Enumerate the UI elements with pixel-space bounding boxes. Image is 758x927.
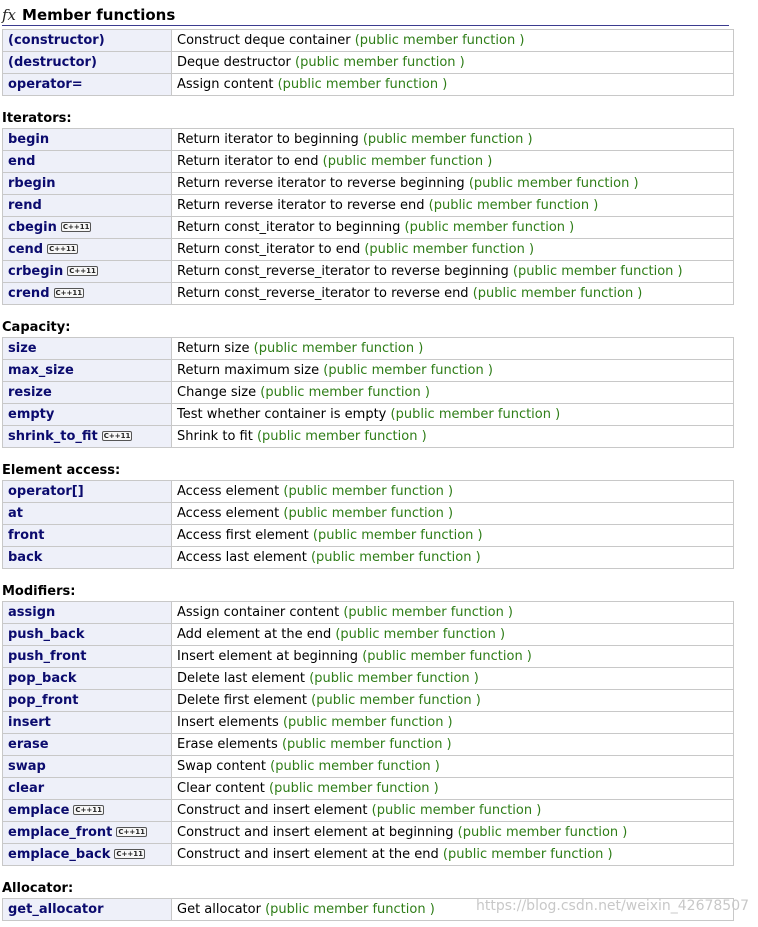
member-name-cell (3, 734, 172, 756)
cpp11-badge-icon: C++11 (62, 223, 90, 231)
member-kind: (public member function ) (335, 627, 506, 642)
member-name-cell (3, 822, 172, 844)
table-row (3, 525, 734, 547)
member-link[interactable]: size (8, 341, 37, 356)
member-description: Add element at the end (177, 627, 332, 642)
cpp11-badge-icon: C++11 (103, 432, 131, 440)
member-name-cell (3, 525, 172, 547)
member-description: Deque destructor (177, 55, 291, 70)
member-description-cell (172, 778, 734, 800)
member-name-cell (3, 74, 172, 96)
member-name-cell (3, 800, 172, 822)
member-kind: (public member function ) (283, 506, 454, 521)
member-kind: (public member function ) (512, 264, 683, 279)
table-row (3, 712, 734, 734)
table-row (3, 151, 734, 173)
member-name-cell (3, 283, 172, 305)
member-link[interactable]: crbegin (8, 264, 64, 279)
member-description-cell (172, 151, 734, 173)
member-name-cell (3, 899, 172, 921)
member-description-cell (172, 360, 734, 382)
member-link[interactable]: assign (8, 605, 56, 620)
table-row (3, 217, 734, 239)
member-name-cell (3, 360, 172, 382)
member-name-cell (3, 778, 172, 800)
member-functions-header (2, 4, 729, 26)
table-row (3, 547, 734, 569)
member-kind: (public member function ) (354, 33, 525, 48)
member-description: Return iterator to beginning (177, 132, 359, 147)
member-name-cell (3, 129, 172, 151)
member-link[interactable]: shrink_to_fit (8, 429, 98, 444)
table-row (3, 52, 734, 74)
table-iterators (2, 128, 734, 305)
member-description: Return iterator to end (177, 154, 319, 169)
member-kind: (public member function ) (265, 902, 435, 917)
member-description-cell (172, 525, 734, 547)
member-description: Return const_reverse_iterator to reverse beginning (177, 264, 509, 279)
member-link[interactable]: get_allocator (8, 902, 104, 917)
member-name-cell (3, 712, 172, 734)
member-kind: (public member function ) (282, 715, 453, 730)
member-kind: (public member function ) (283, 484, 454, 499)
member-description-cell (172, 624, 734, 646)
table-row (3, 778, 734, 800)
member-kind: (public member function ) (256, 429, 427, 444)
table-row (3, 668, 734, 690)
table-capacity (2, 337, 734, 448)
member-link[interactable]: pop_front (8, 693, 79, 708)
member-link[interactable]: rbegin (8, 176, 56, 191)
member-description: Assign content (177, 77, 274, 92)
table-row (3, 481, 734, 503)
member-link[interactable]: pop_back (8, 671, 77, 686)
member-kind: (public member function ) (323, 363, 493, 378)
member-name-cell (3, 338, 172, 360)
member-description: Construct deque container (177, 33, 351, 48)
table-row (3, 734, 734, 756)
table-row (3, 756, 734, 778)
member-name-cell (3, 690, 172, 712)
member-name-cell (3, 217, 172, 239)
member-description-cell (172, 756, 734, 778)
member-description: Swap content (177, 759, 267, 774)
member-kind: (public member function ) (364, 242, 535, 257)
member-description-cell (172, 800, 734, 822)
member-description-cell (172, 668, 734, 690)
member-link[interactable]: end (8, 154, 36, 169)
member-description: Return reverse iterator to reverse end (177, 198, 425, 213)
member-link[interactable]: back (8, 550, 43, 565)
cpp11-badge-icon: C++11 (116, 850, 143, 858)
member-kind: (public member function ) (404, 220, 575, 235)
member-name-cell (3, 844, 172, 866)
member-description-cell (172, 404, 734, 426)
table-row (3, 822, 734, 844)
member-description: Construct and insert element (177, 803, 368, 818)
member-description: Return size (177, 341, 250, 356)
cpp11-badge-icon: C++11 (49, 245, 76, 253)
member-description: Erase elements (177, 737, 278, 752)
member-description: Access element (177, 506, 280, 521)
member-description: Return const_iterator to beginning (177, 220, 401, 235)
table-row (3, 602, 734, 624)
table-row (3, 360, 734, 382)
member-description: Access last element (177, 550, 307, 565)
member-kind: (public member function ) (310, 550, 481, 565)
member-description: Delete first element (177, 693, 307, 708)
table-row (3, 30, 734, 52)
member-description: Construct and insert element at beginning (177, 825, 454, 840)
member-kind: (public member function ) (457, 825, 628, 840)
table-row (3, 646, 734, 668)
table-row (3, 624, 734, 646)
member-description: Return const_reverse_iterator to reverse end (177, 286, 469, 301)
member-description-cell (172, 261, 734, 283)
member-link[interactable]: cbegin (8, 220, 57, 235)
member-description-cell (172, 602, 734, 624)
member-name-cell (3, 547, 172, 569)
member-name-cell (3, 624, 172, 646)
member-kind: (public member function ) (295, 55, 465, 70)
member-name-cell (3, 30, 172, 52)
member-link[interactable]: max_size (8, 363, 74, 378)
table-row (3, 426, 734, 448)
member-name-cell (3, 602, 172, 624)
member-kind: (public member function ) (362, 649, 532, 664)
member-kind: (public member function ) (311, 693, 481, 708)
member-kind: (public member function ) (371, 803, 542, 818)
member-name-cell (3, 404, 172, 426)
member-description-cell (172, 74, 734, 96)
member-description-cell (172, 173, 734, 195)
member-kind: (public member function ) (442, 847, 613, 862)
member-link[interactable]: operator= (8, 77, 83, 92)
section-title-capacity: Capacity: (2, 319, 71, 335)
member-kind: (public member function ) (472, 286, 643, 301)
member-description-cell (172, 734, 734, 756)
table-row (3, 844, 734, 866)
member-description-cell (172, 382, 734, 404)
member-link[interactable]: emplace_front (8, 825, 113, 840)
member-description-cell (172, 481, 734, 503)
member-description: Insert element at beginning (177, 649, 359, 664)
cpp11-badge-icon: C++11 (118, 828, 145, 836)
member-link[interactable]: cend (8, 242, 44, 257)
page-title: Member functions (22, 5, 176, 24)
table-row (3, 239, 734, 261)
section-title-element-access: Element access: (2, 462, 121, 478)
member-link[interactable]: (destructor) (8, 55, 97, 70)
member-link[interactable]: push_front (8, 649, 87, 664)
cpp11-badge-icon: C++11 (55, 289, 83, 297)
table-row (3, 261, 734, 283)
cpp11-badge-icon: C++11 (69, 267, 96, 275)
table-element-access (2, 480, 734, 569)
section-title-iterators: Iterators: (2, 110, 72, 126)
member-link[interactable]: swap (8, 759, 46, 774)
member-name-cell (3, 426, 172, 448)
member-link[interactable]: clear (8, 781, 45, 796)
table-row (3, 74, 734, 96)
member-kind: (public member function ) (281, 737, 452, 752)
member-kind: (public member function ) (322, 154, 493, 169)
member-link[interactable]: empty (8, 407, 55, 422)
member-name-cell (3, 481, 172, 503)
member-name-cell (3, 261, 172, 283)
member-kind: (public member function ) (277, 77, 448, 92)
member-link[interactable]: crend (8, 286, 50, 301)
member-description-cell (172, 30, 734, 52)
member-kind: (public member function ) (428, 198, 599, 213)
member-link[interactable]: emplace (8, 803, 70, 818)
member-description-cell (172, 844, 734, 866)
member-description-cell (172, 547, 734, 569)
table-row (3, 800, 734, 822)
member-description-cell (172, 690, 734, 712)
cpp11-badge-icon: C++11 (75, 806, 103, 814)
member-description-cell (172, 503, 734, 525)
table-row (3, 338, 734, 360)
member-kind: (public member function ) (260, 385, 430, 400)
member-kind: (public member function ) (253, 341, 424, 356)
member-link[interactable]: erase (8, 737, 49, 752)
member-name-cell (3, 239, 172, 261)
table-modifiers (2, 601, 734, 866)
table-row (3, 382, 734, 404)
member-link[interactable]: front (8, 528, 45, 543)
member-name-cell (3, 151, 172, 173)
member-description: Return maximum size (177, 363, 320, 378)
member-description: Get allocator (177, 902, 261, 917)
table-row (3, 404, 734, 426)
table-row (3, 503, 734, 525)
member-description-cell (172, 217, 734, 239)
member-kind: (public member function ) (468, 176, 639, 191)
member-kind: (public member function ) (309, 671, 479, 686)
member-description: Insert elements (177, 715, 279, 730)
member-kind: (public member function ) (390, 407, 561, 422)
fx-icon: fx (2, 5, 17, 24)
member-link[interactable]: insert (8, 715, 51, 730)
member-description: Delete last element (177, 671, 306, 686)
member-name-cell (3, 756, 172, 778)
member-name-cell (3, 173, 172, 195)
member-description: Clear content (177, 781, 265, 796)
member-description: Test whether container is empty (177, 407, 387, 422)
member-description-cell (172, 338, 734, 360)
member-description-cell (172, 239, 734, 261)
member-description: Change size (177, 385, 257, 400)
member-link[interactable]: rend (8, 198, 42, 213)
member-name-cell (3, 195, 172, 217)
member-description-cell (172, 426, 734, 448)
watermark: https://blog.csdn.net/weixin_42678507 (476, 898, 750, 914)
member-description: Access first element (177, 528, 309, 543)
member-name-cell (3, 668, 172, 690)
member-kind: (public member function ) (343, 605, 514, 620)
member-name-cell (3, 52, 172, 74)
member-link[interactable]: operator[] (8, 484, 84, 499)
member-description-cell (172, 712, 734, 734)
member-description-cell (172, 129, 734, 151)
member-link[interactable]: begin (8, 132, 50, 147)
member-kind: (public member function ) (312, 528, 483, 543)
section-title-modifiers: Modifiers: (2, 583, 76, 599)
member-description-cell (172, 822, 734, 844)
table-row (3, 195, 734, 217)
member-name-cell (3, 646, 172, 668)
member-link[interactable]: push_back (8, 627, 85, 642)
member-description: Return reverse iterator to reverse beginning (177, 176, 465, 191)
table-members (2, 29, 734, 96)
member-description: Access element (177, 484, 280, 499)
member-description-cell (172, 52, 734, 74)
member-description-cell (172, 195, 734, 217)
member-description: Return const_iterator to end (177, 242, 361, 257)
table-row (3, 283, 734, 305)
member-link[interactable]: (constructor) (8, 33, 105, 48)
member-name-cell (3, 503, 172, 525)
member-name-cell (3, 382, 172, 404)
member-link[interactable]: at (8, 506, 23, 521)
member-description-cell (172, 646, 734, 668)
section-title-allocator: Allocator: (2, 880, 74, 896)
table-row (3, 129, 734, 151)
member-link[interactable]: emplace_back (8, 847, 111, 862)
table-row (3, 173, 734, 195)
member-kind: (public member function ) (362, 132, 533, 147)
table-row (3, 690, 734, 712)
member-description: Assign container content (177, 605, 340, 620)
member-kind: (public member function ) (270, 759, 440, 774)
member-description: Shrink to fit (177, 429, 253, 444)
member-description-cell (172, 283, 734, 305)
member-description: Construct and insert element at the end (177, 847, 439, 862)
member-kind: (public member function ) (269, 781, 439, 796)
member-link[interactable]: resize (8, 385, 52, 400)
